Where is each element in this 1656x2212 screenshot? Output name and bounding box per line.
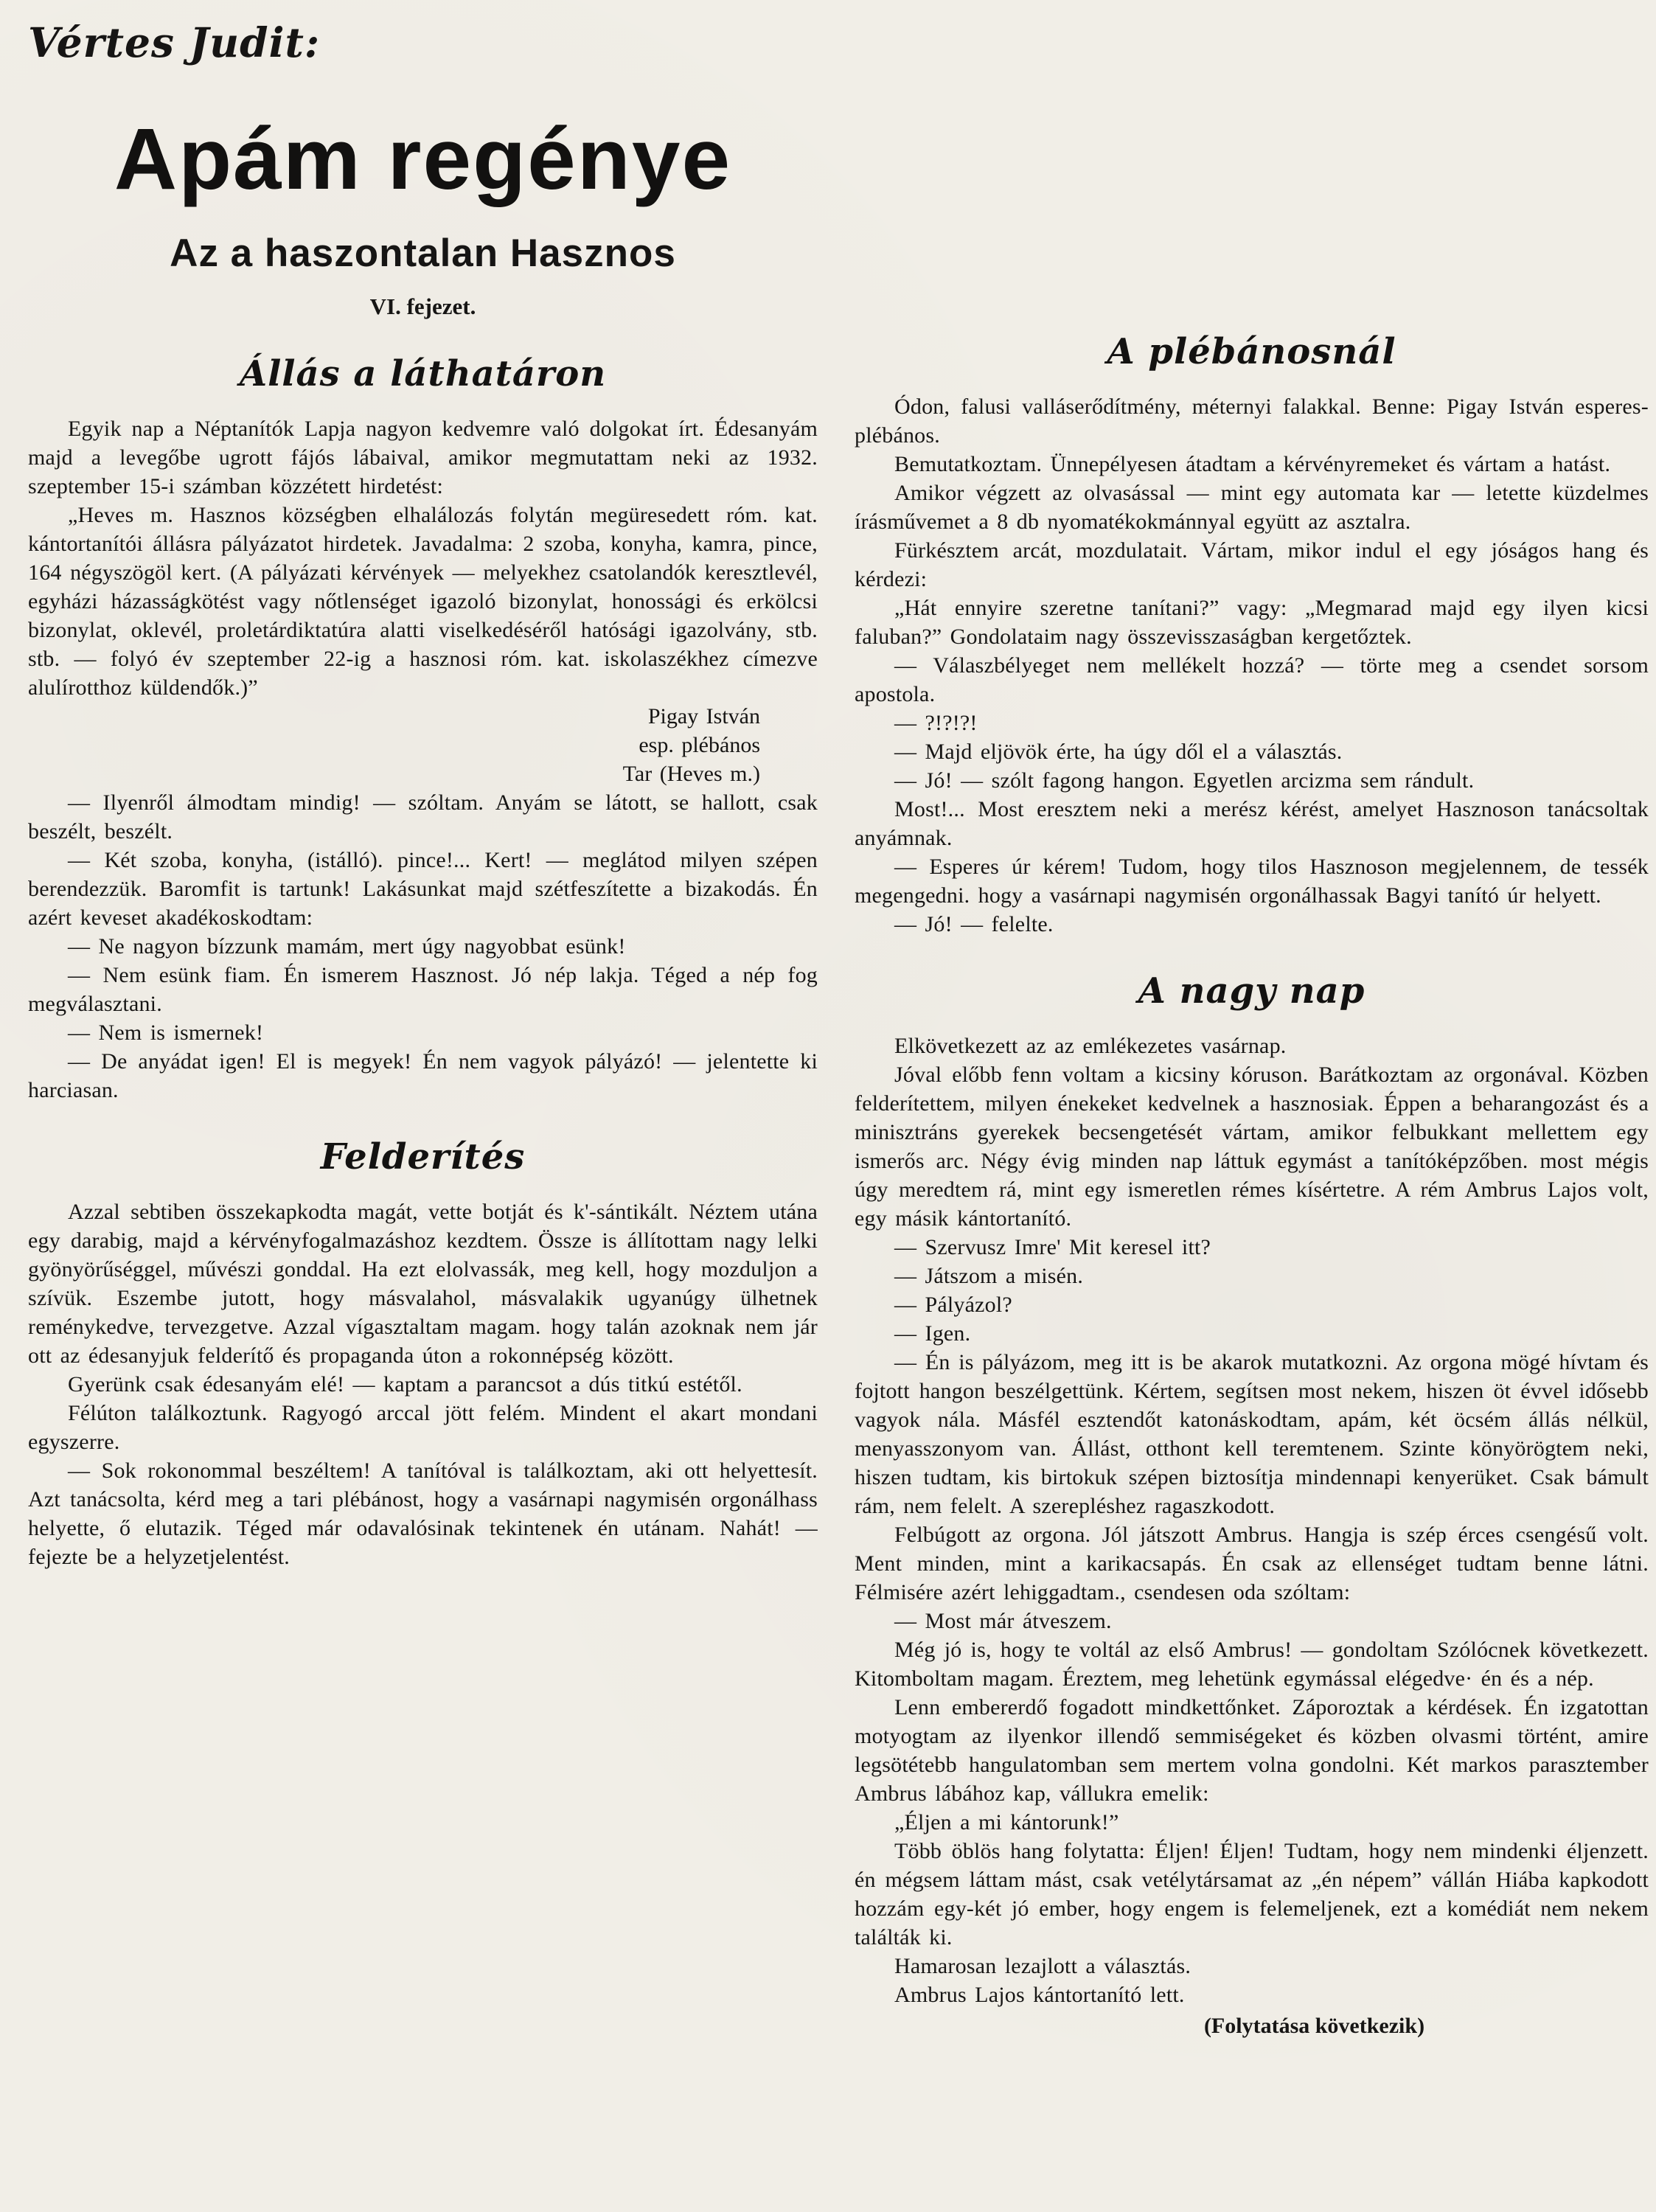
paragraph: Elkövetkezett az az emlékezetes vasárnap. <box>894 1034 1287 1058</box>
paragraph: „Hát ennyire szeretne tanítani?” vagy: „Megmarad majd egy ilyen kicsi faluban?” Gondolataim nagy összevisszaságban kergetőztek. <box>855 596 1649 649</box>
paragraph: — Jó! — felelte. <box>894 912 1054 936</box>
article-title: Apám regénye <box>114 111 732 208</box>
paragraph: — Pályázol? <box>894 1293 1012 1317</box>
paragraph: Ambrus Lajos kántortanító lett. <box>894 1983 1185 2007</box>
paragraph: — Én is pályázom, meg itt is be akarok mutatkozni. Az orgona mögé hívtam és fojtott hangon beszélgettünk. Kértem, segítsen most nekem, hiszen öt évvel idősebb vagyok nála. Másfél esztendőt katonáskodtam, apám, két öcsém állás nélkül, menyasszonyom van. Állást, otthont kell teremtenem. Szinte könyörögtem neki, hiszen tudtam, kis birtokuk szépen biztosítja mindennapi kenyerüket. Csak bámult rám, nem felelt. A szerepléshez ragaszkodott. <box>855 1350 1649 1518</box>
section-heading-felderites: Felderítés <box>320 1136 526 1178</box>
paragraph: — Majd eljövök érte, ha úgy dől el a választás. <box>894 740 1343 764</box>
signature-line: Tar (Heves m.) <box>622 762 760 786</box>
paragraph: — Nem is ismernek! <box>68 1020 264 1045</box>
paragraph: „Heves m. Hasznos községben elhalálozás folytán megüresedett róm. kat. kántortanítói állásra pályázatot hirdetek. Javadalma: 2 szoba, konyha, kamra, pince, 164 négyszögöl kert. (A pályázati kérvények — melyekhez csatolandók keresztlevél, egyházi házasságkötést vagy nőtlenséget igazoló bizonylat, honossági és erkölcsi bizonylat, oklevél, proletárdiktatúra alatti viselkedéséről hatósági igazolvány, stb. stb. — folyó év szeptember 22-ig a hasznosi róm. kat. iskolaszékhez címezve alulírotthoz küldendők.)” <box>28 503 818 700</box>
paragraph: Több öblös hang folytatta: Éljen! Éljen! Tudtam, hogy nem mindenki éljenzett. én mégsem láttam mást, csak vetélytársamat az „én népem” vállán Hiába kapkodott hozzám egy-két jó ember, hogy engem is felemeljenek, ezt a komédiát nem nekem találták ki. <box>855 1839 1649 1950</box>
paragraph: Lenn embererdő fogadott mindkettőnket. Záporoztak a kérdések. Én izgatottan motyogtam az ilyenkor illendő semmiségeket és közben olvasmi történt, amire legsötétebb hangulatomban sem mertem volna gondolni. Két markos parasztember Ambrus lábához kap, vállukra emelik: <box>855 1695 1649 1806</box>
paragraph: Azzal sebtiben összekapkodta magát, vette botját és k'-sántikált. Néztem utána egy darabig, majd a kérvényfogalmazáshoz kezdtem. Össze is állítottam nagy lelki gyönyörűséggel, művészi gonddal. Ha ezt elolvassák, meg kell, hogy mozduljon a szívük. Eszembe jutott, hogy másvalahol, másvalakik ugyanúgy ülhetnek reménykedve, tervezgetve. Azzal vígasztaltam magam. hogy talán azoknak nem jár ott az édesanyjuk felderítő és propaganda úton a rokonnépség között. <box>28 1200 818 1368</box>
paragraph: — Esperes úr kérem! Tudom, hogy tilos Hasznoson megjelennem, de tessék megengedni. hogy a vasárnapi nagymisén orgonálhassak Bagyi tanító úr helyett. <box>855 855 1649 908</box>
paragraph: Bemutatkoztam. Ünnepélyesen átadtam a kérvényremeket és vártam a hatást. <box>894 452 1611 476</box>
paragraph: Félúton találkoztunk. Ragyogó arccal jött felém. Mindent el akart mondani egyszerre. <box>28 1401 818 1454</box>
paragraph: Felbúgott az orgona. Jól játszott Ambrus. Hangja is szép érces csengésű volt. Ment minden, mint a karikacsapás. Én csak az ellenséget tudtam benne látni. Félmisére azért lehiggadtam., csendesen oda szóltam: <box>855 1523 1649 1604</box>
paragraph: Ódon, falusi valláserődítmény, méternyi falakkal. Benne: Pigay István esperes-plébános. <box>855 394 1649 448</box>
paragraph: — Szervusz Imre' Mit keresel itt? <box>894 1235 1211 1259</box>
paragraph: Gyerünk csak édesanyám elé! — kaptam a parancsot a dús titkú estétől. <box>68 1372 742 1397</box>
author-byline: Vértes Judit: <box>28 18 321 66</box>
signature-line: esp. plébános <box>639 733 760 757</box>
section-heading-a-plebanosnal: A plébánosnál <box>1107 331 1396 372</box>
paragraph: Hamarosan lezajlott a választás. <box>894 1954 1191 1978</box>
paragraph: Még jó is, hogy te voltál az első Ambrus! — gondoltam Szólócnek következett. Kitomboltam magam. Éreztem, meg lehetünk egymással elégedve· én és a nép. <box>855 1638 1649 1691</box>
paragraph: — De anyádat igen! El is megyek! Én nem vagyok pályázó! — jelentette ki harciasan. <box>28 1049 818 1102</box>
section-heading-allas-a-lathataron: Állás a láthatáron <box>239 353 607 394</box>
paragraph: — Játszom a misén. <box>894 1264 1084 1288</box>
paragraph: — Most már átveszem. <box>894 1609 1112 1633</box>
paragraph: Most!... Most eresztem neki a merész kérést, amelyet Hasznoson tanácsoltak anyámnak. <box>855 797 1649 850</box>
paragraph: Fürkésztem arcát, mozdulatait. Vártam, mikor indul el egy jóságos hang és kérdezi: <box>855 538 1649 591</box>
paragraph: — Jó! — szólt fagong hangon. Egyetlen arcizma sem rándult. <box>894 768 1475 793</box>
continuation-note: (Folytatása következik) <box>1203 2014 1425 2038</box>
paragraph: — Válaszbélyeget nem mellékelt hozzá? — törte meg a csendet sorsom apostola. <box>855 653 1649 706</box>
paragraph: — Két szoba, konyha, (istálló). pince!... Kert! — meglátod milyen szépen berendezzük. Baromfit is tartunk! Lakásunkat majd szétfeszítette a bizakodás. Én azért keveset akadékoskodtam: <box>28 848 818 930</box>
paragraph: — Ilyenről álmodtam mindig! — szóltam. Anyám se látott, se hallott, csak beszélt, beszélt. <box>28 790 818 844</box>
right-column <box>828 0 1656 2212</box>
paragraph: — Sok rokonommal beszéltem! A tanítóval is találkoztam, aki ott helyettesít. Azt tanácsolta, kérd meg a tari plébánost, hogy a vasárnapi nagymisén orgonálhass helyette, ő elutazik. Téged már odavalósinak tekintenek én utánam. Nahát! — fejezte be a helyzetjelentést. <box>28 1458 818 1569</box>
paragraph: — ?!?!?! <box>894 711 978 735</box>
chapter-label: VI. fejezet. <box>369 293 476 319</box>
paragraph: „Éljen a mi kántorunk!” <box>894 1810 1119 1834</box>
section-heading-a-nagy-nap: A nagy nap <box>1138 970 1365 1012</box>
paragraph: Amikor végzett az olvasással — mint egy automata kar — letette küzdelmes írásművemet a 8 db nyomatékokmánnyal együtt az asztalra. <box>855 481 1649 534</box>
signature-line: Pigay István <box>647 704 760 728</box>
paragraph: Jóval előbb fenn voltam a kicsiny kóruson. Barátkoztam az orgonával. Közben felderítettem, milyen énekeket kedvelnek a hasznosiak. Éppen a beharangozást és a minisztráns gyerekek becsengetését vártam, amikor felbukkant mellettem egy ismerős arc. Négy évig minden nap láttuk egymást a tanítóképzőben. most mégis úgy meredtem rá, mint egy ismeretlen rémes kísértetre. A rém Ambrus Lajos volt, egy másik kántortanító. <box>855 1062 1649 1231</box>
paragraph: Egyik nap a Néptanítók Lapja nagyon kedvemre való dolgokat írt. Édesanyám majd a levegőbe ugrott fájós lábaival, amikor megmutattam neki az 1932. szeptember 15-i számban közzétett hirdetést: <box>28 417 818 498</box>
paragraph: — Nem esünk fiam. Én ismerem Hasznost. Jó nép lakja. Téged a nép fog megválasztani. <box>28 963 818 1016</box>
article-subtitle: Az a haszontalan Hasznos <box>170 232 676 275</box>
paragraph: — Igen. <box>894 1321 971 1346</box>
paragraph: — Ne nagyon bízzunk mamám, mert úgy nagyobbat esünk! <box>68 934 626 959</box>
